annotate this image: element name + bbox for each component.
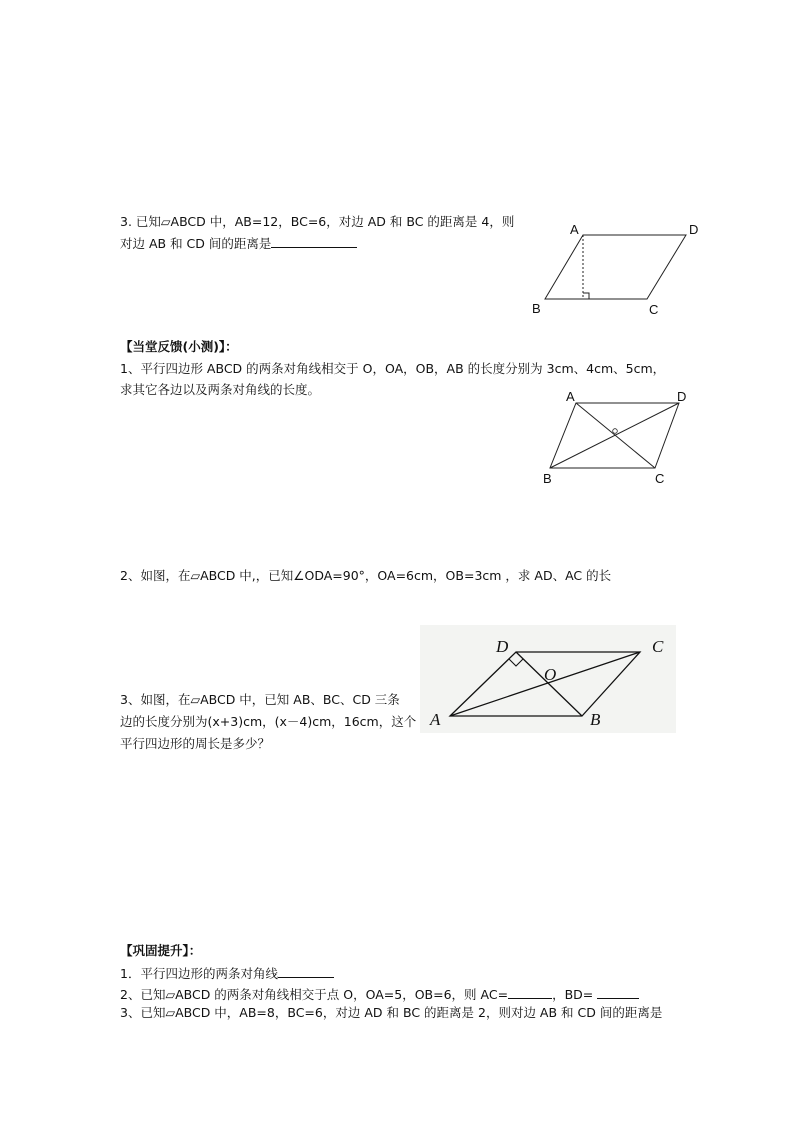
practice-question-2: [120, 986, 639, 1003]
practice-question-1: [120, 965, 334, 982]
vertex-label-a: A: [430, 710, 441, 729]
parallelogram-diagonals-figure: [535, 386, 695, 488]
practice-question-1-text: 1．平行四边形的两条对角线: [120, 966, 278, 981]
center-label-o: O: [544, 665, 557, 684]
question-3-text: 对边 AB 和 CD 间的距离是: [120, 236, 272, 251]
quiz-question-1-line-2: 求其它各边以及两条对角线的长度。: [120, 382, 321, 397]
parallelogram-shape: [545, 235, 686, 299]
quiz-question-3-line-1: 3、如图，在▱ABCD 中，已知 AB、BC、CD 三条: [120, 692, 400, 707]
question-3-line-2: [120, 235, 357, 252]
section-header-quiz: 【当堂反馈(小测)】：: [120, 339, 238, 354]
vertex-label-d: D: [689, 222, 699, 237]
answer-blank[interactable]: [278, 965, 334, 978]
parallelogram-right-angle-figure: [420, 625, 676, 733]
vertex-label-c: C: [649, 302, 659, 317]
diagonal-bd: [550, 403, 679, 468]
quiz-question-2: 2、如图，在▱ABCD 中,，已知∠ODA=90°，OA=6cm，OB=3cm ，求 AD、AC 的长: [120, 568, 612, 583]
vertex-label-c: C: [652, 637, 664, 656]
vertex-label-d: D: [496, 637, 509, 656]
answer-blank-ac[interactable]: [508, 986, 552, 999]
vertex-label-d: D: [677, 389, 687, 404]
answer-blank[interactable]: [271, 235, 357, 248]
quiz-question-3-line-3: 平行四边形的周长是多少？: [120, 736, 271, 751]
vertex-label-b: B: [590, 710, 601, 729]
vertex-label-c: C: [655, 471, 665, 486]
question-3-line-1: 3. 已知▱ABCD 中，AB=12，BC=6，对边 AD 和 BC 的距离是 4，则: [120, 214, 515, 229]
practice-question-3: 3、已知▱ABCD 中，AB=8，BC=6，对边 AD 和 BC 的距离是 2，则对边 AB 和 CD 间的距离是: [120, 1005, 663, 1020]
quiz-question-3-line-2: 边的长度分别为(x+3)cm，(x－4)cm，16cm，这个: [120, 714, 417, 729]
right-angle-mark: [583, 293, 589, 299]
center-point-o: [613, 429, 618, 434]
vertex-label-a: A: [570, 222, 579, 237]
quiz-question-1-line-1: 1、平行四边形 ABCD 的两条对角线相交于 O，OA，OB，AB 的长度分别为 3cm、4cm、5cm，: [120, 361, 666, 376]
practice-question-2-text-b: ，BD=: [552, 987, 594, 1002]
section-header-consolidation: 【巩固提升】：: [120, 943, 202, 958]
answer-blank-bd[interactable]: [597, 986, 639, 999]
practice-question-2-text-a: 2、已知▱ABCD 的两条对角线相交于点 O，OA=5，OB=6，则 AC=: [120, 987, 509, 1002]
vertex-label-b: B: [532, 301, 541, 316]
parallelogram-height-figure: [525, 218, 710, 320]
vertex-label-a: A: [566, 389, 575, 404]
vertex-label-b: B: [543, 471, 552, 486]
